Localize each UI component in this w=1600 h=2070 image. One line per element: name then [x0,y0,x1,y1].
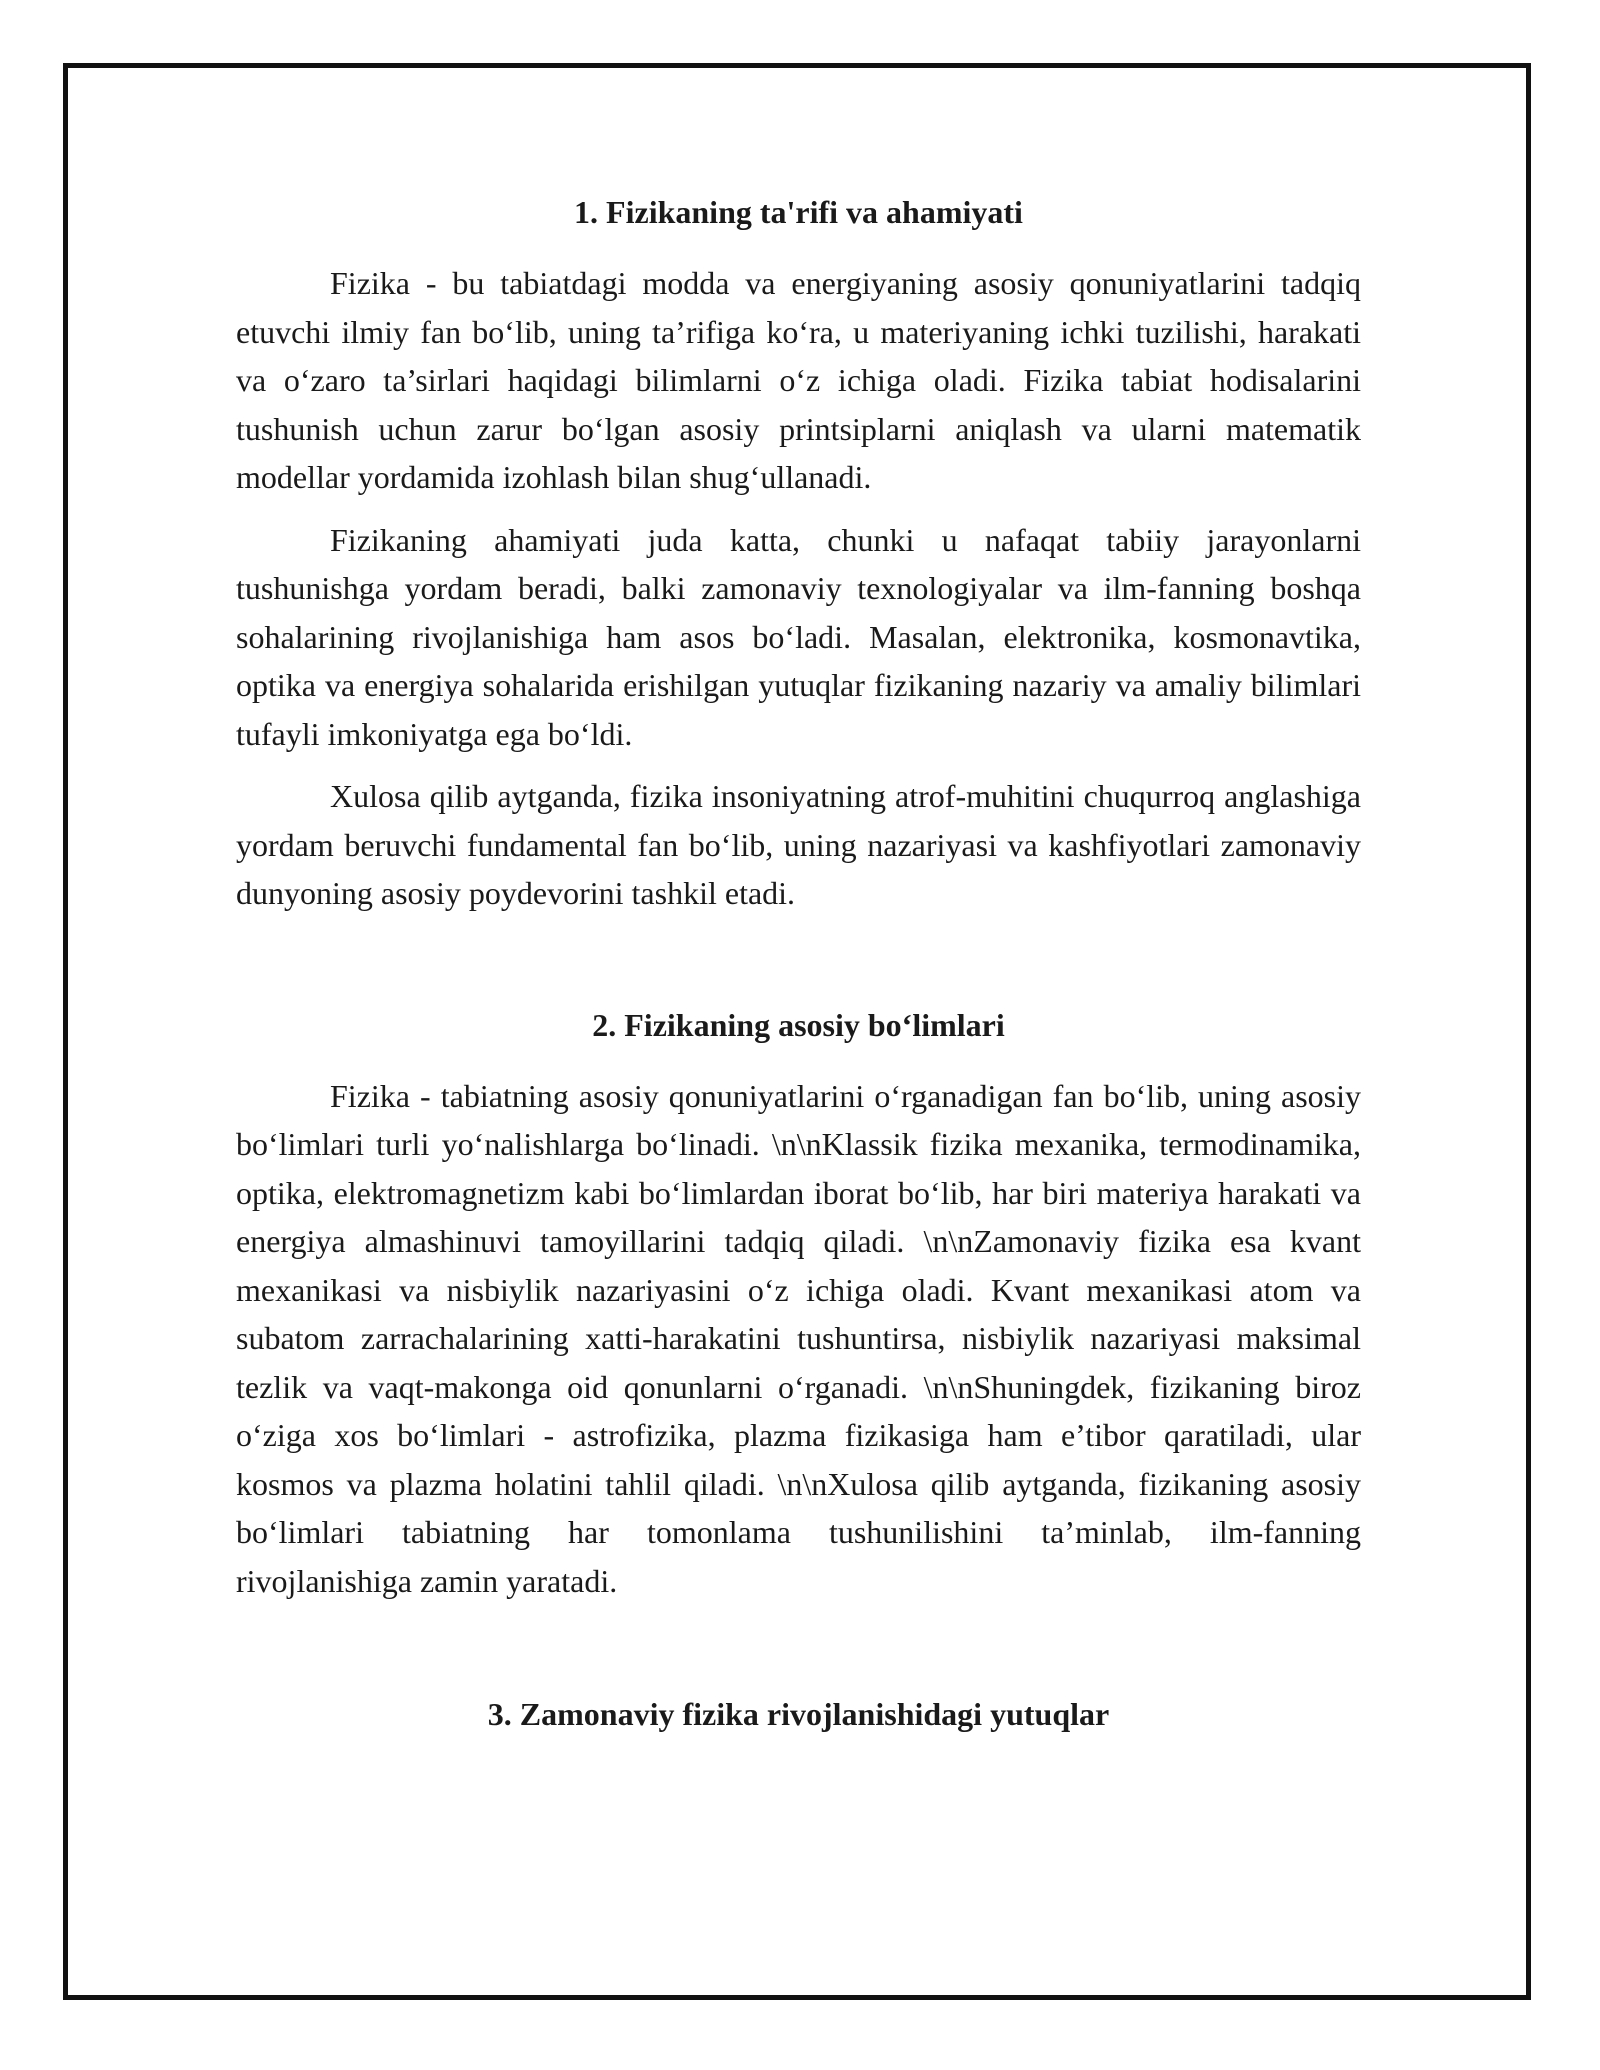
paragraph: Fizikaning ahamiyati juda katta, chunki u nafaqat tabiiy jarayonlarni tushunishga yordam beradi, balki zamonaviy texnologiyalar va ilm-fanning boshqa sohalarining rivojlanishiga ham asos bo‘ladi. Masalan, elektronika, kosmonavtika, optika va energiya sohalarida erishilgan yutuqlar fizikaning nazariy va amaliy bilimlari tufayli imkoniyatga ega bo‘ldi. [236,521,1361,752]
section-heading: 1. Fizikaning ta'rifi va ahamiyati [574,194,1023,230]
paragraph: Fizika - bu tabiatdagi modda va energiyaning asosiy qonuniyatlarini tadqiq etuvchi ilmiy fan bo‘lib, uning ta’rifiga ko‘ra, u materiyaning ichki tuzilishi, harakati va o‘zaro ta’sirlari haqidagi bilimlarni o‘z ichiga oladi. Fizika tabiat hodisalarini tushunish uchun zarur bo‘lgan asosiy printsiplarni aniqlash va ularni matematik modellar yordamida izohlash bilan shug‘ullanadi. [236,265,1361,495]
document-body [236,188,1361,1738]
section-heading: 2. Fizikaning asosiy bo‘limlari [592,1006,1005,1043]
paragraph: Xulosa qilib aytganda, fizika insoniyatning atrof-muhitini chuqurroq anglashiga yordam beruvchi fundamental fan bo‘lib, uning nazariyasi va kashfiyotlari zamonaviy dunyoning asosiy poydevorini tashkil etadi. [236,778,1361,911]
paragraph: Fizika - tabiatning asosiy qonuniyatlarini o‘rganadigan fan bo‘lib, uning asosiy bo‘limlari turli yo‘nalishlarga bo‘linadi. \n\nKlassik fizika mexanika, termodinamika, optika, elektromagnetizm kabi bo‘limlardan iborat bo‘lib, har biri materiya harakati va energiya almashinuvi tamoyillarini tadqiq qiladi. \n\nZamonaviy fizika esa kvant mexanikasi va nisbiylik nazariyasini o‘z ichiga oladi. Kvant mexanikasi atom va subatom zarrachalarining xatti-harakatini tushuntirsa, nisbiylik nazariyasi maksimal tezlik va vaqt-makonga oid qonunlarni o‘rganadi. \n\nShuningdek, fizikaning biroz o‘ziga xos bo‘limlari - astrofizika, plazma fizikasiga ham e’tibor qaratiladi, ular kosmos va plazma holatini tahlil qiladi. \n\nXulosa qilib aytganda, fizikaning asosiy bo‘limlari tabiatning har tomonlama tushunilishini ta’minlab, ilm-fanning rivojlanishiga zamin yaratadi. [236,1077,1361,1599]
section-heading: 3. Zamonaviy fizika rivojlanishidagi yutuqlar [487,1696,1110,1732]
